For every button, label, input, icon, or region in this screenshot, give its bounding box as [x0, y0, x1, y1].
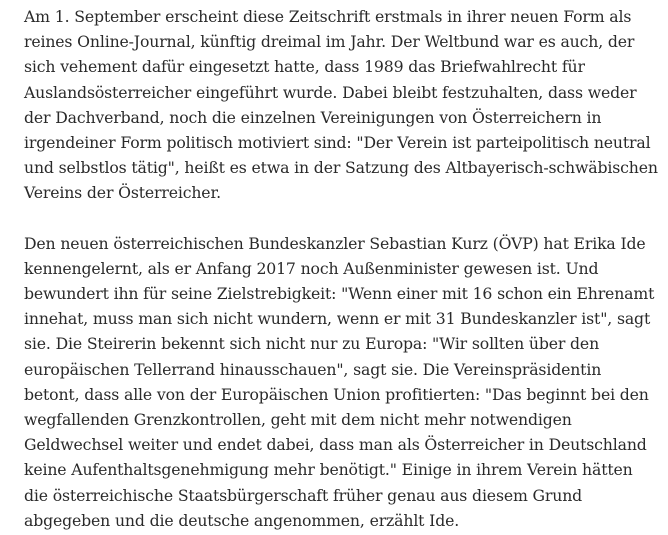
paragraph-line: sie. Die Steirerin bekennt sich nicht nur zu Europa: "Wir sollten über den: [24, 334, 600, 354]
paragraph-line: europäischen Tellerrand hinausschauen", sagt sie. Die Vereinspräsidentin: [24, 359, 602, 379]
paragraph-2: [24, 231, 658, 533]
paragraph-line: betont, dass alle von der Europäischen Union profitierten: "Das beginnt bei den: [24, 384, 649, 404]
paragraph-line: Den neuen österreichischen Bundeskanzler Sebastian Kurz (ÖVP) hat Erika Ide: [24, 233, 646, 253]
paragraph-line: Vereins der Österreicher.: [24, 183, 221, 203]
paragraph-line: Am 1. September erscheint diese Zeitschrift erstmals in ihrer neuen Form als: [24, 7, 632, 26]
paragraph-line: die österreichische Staatsbürgerschaft früher genau aus diesem Grund: [24, 485, 583, 505]
paragraph-line: irgendeiner Form politisch motiviert sind: "Der Verein ist parteipolitisch neutral: [24, 133, 651, 153]
paragraph-line: der Dachverband, noch die einzelnen Vereinigungen von Österreichern in: [24, 107, 602, 127]
paragraph-spacer: [24, 206, 658, 231]
paragraph-line: sich vehement dafür eingesetzt hatte, dass 1989 das Briefwahlrecht für: [24, 57, 585, 77]
paragraph-line: innehat, muss man sich nicht wundern, wenn er mit 31 Bundeskanzler ist", sagt: [24, 309, 651, 329]
paragraph-1: [24, 4, 658, 206]
paragraph-line: kennengelernt, als er Anfang 2017 noch Außenminister gewesen ist. Und: [24, 258, 599, 278]
paragraph-line: reines Online-Journal, künftig dreimal im Jahr. Der Weltbund war es auch, der: [24, 32, 635, 52]
paragraph-line: Geldwechsel weiter und endet dabei, dass man als Österreicher in Deutschland: [24, 435, 647, 455]
paragraph-line: abgegeben und die deutsche angenommen, erzählt Ide.: [24, 510, 460, 530]
paragraph-line: und selbstlos tätig", heißt es etwa in der Satzung des Altbayerisch-schwäbischen: [24, 158, 658, 178]
paragraph-line: wegfallenden Grenzkontrollen, geht mit dem nicht mehr notwendigen: [24, 410, 572, 430]
paragraph-line: bewundert ihn für seine Zielstrebigkeit: "Wenn einer mit 16 schon ein Ehrenamt: [24, 284, 655, 304]
paragraph-line: keine Aufenthaltsgenehmigung mehr benötigt." Einige in ihrem Verein hätten: [24, 460, 633, 480]
paragraph-line: Auslandsösterreicher eingeführt wurde. Dabei bleibt festzuhalten, dass weder: [24, 82, 637, 102]
